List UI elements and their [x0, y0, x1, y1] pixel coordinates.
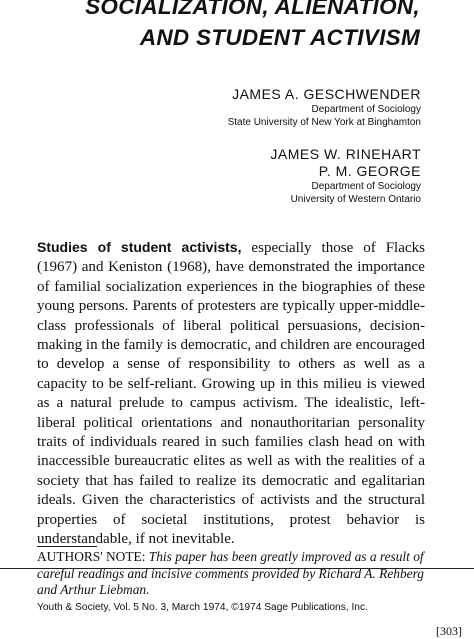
author-department: Department of Sociology — [311, 181, 421, 192]
author-block-1 — [228, 86, 421, 129]
body-paragraph — [37, 238, 425, 550]
authors-note-text: This paper has been greatly improved as a result of careful readings and incisive comments provided by Richard A. Rehberg and Arthur Liebman. — [37, 549, 424, 597]
author-institution: State University of New York at Binghamton — [227, 117, 421, 128]
page-number: [303] — [436, 624, 462, 638]
journal-citation: Youth & Society, Vol. 5 No. 3, March 1974, ©1974 Sage Publications, Inc. — [37, 602, 368, 613]
paragraph-text: especially those of Flacks (1967) and Keniston (1968), have demonstrated the importance of familial socialization experiences in the biographies of these young persons. Parents of protesters are typically upper-middle-class professionals of liberal political persuasions, decision-making in the family is democratic, and children are encouraged to develop a sense of responsibility to others as well as a capacity to be self-reliant. Growing up in this milieu is viewed as a natural prelude to campus activism. The idealistic, left-liberal political orientations and nonauthoritarian personality traits of individuals reared in such families clash head on with inaccessible bureaucratic elites as well as with the realities of a society that has failed to realize its democratic and egalitarian ideals. Given the characteristics of activists and the structural properties of societal institutions, protest behavior is understandable, if not inevitable. — [37, 240, 425, 548]
page-cross-line — [0, 568, 474, 569]
authors-note-label: AUTHORS' NOTE: — [37, 549, 149, 564]
footnote-divider — [37, 546, 97, 547]
author-block-2 — [270, 146, 421, 206]
authors-note — [37, 549, 425, 599]
author-name: JAMES A. GESCHWENDER — [232, 86, 421, 102]
author-name: JAMES W. RINEHART — [270, 146, 421, 162]
article-title-line-2: AND STUDENT ACTIVISM — [139, 25, 420, 50]
author-name: P. M. GEORGE — [318, 163, 421, 179]
paragraph-lead-in: Studies of student activists, — [37, 239, 242, 255]
article-title-line-1: SOCIALIZATION, ALIENATION, — [85, 0, 420, 19]
author-department: Department of Sociology — [311, 104, 421, 115]
author-institution: University of Western Ontario — [290, 194, 421, 205]
